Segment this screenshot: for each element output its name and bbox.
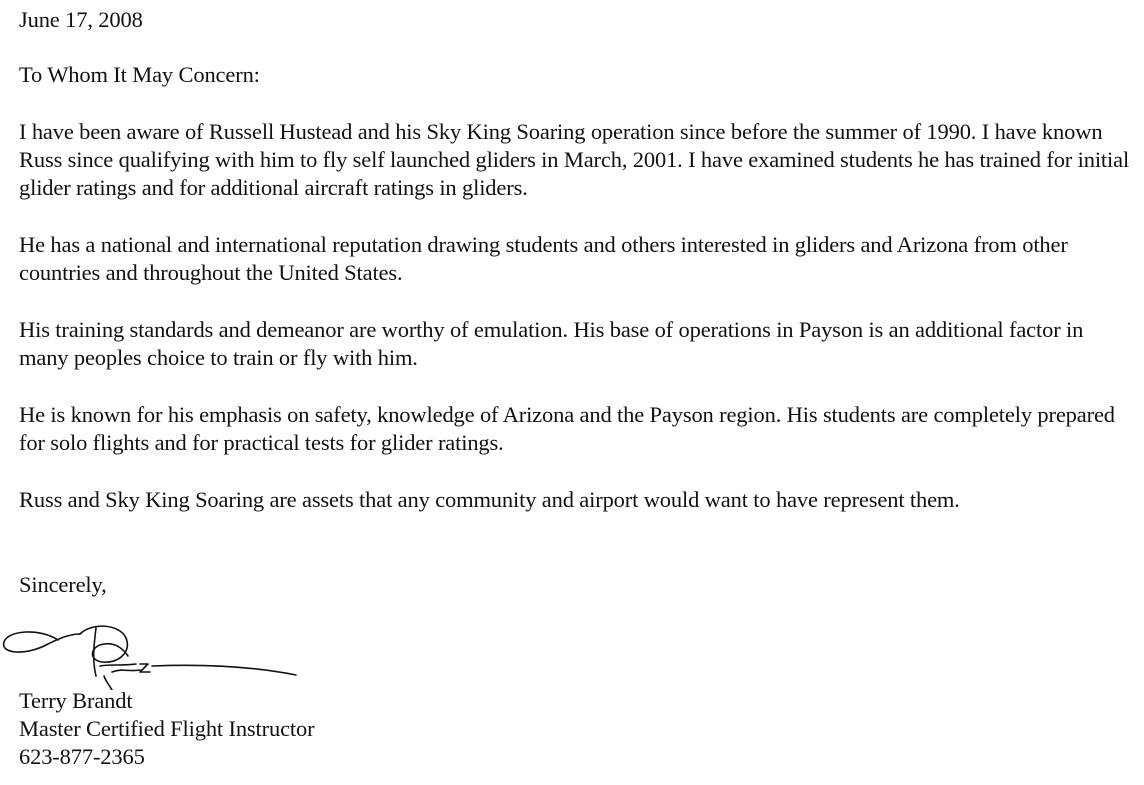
letter-paragraph: Russ and Sky King Soaring are assets that any community and airport would want to have represent them. [19, 487, 960, 512]
signer-title: Master Certified Flight Instructor [19, 716, 315, 741]
letter-paragraph: His training standards and demeanor are worthy of emulation. His base of operations in Payson is an additional factor in many peoples choice to train or fly with him. [19, 317, 1084, 370]
letter-body [19, 6, 1137, 599]
letter-date: June 17, 2008 [19, 7, 143, 32]
letter-salutation: To Whom It May Concern: [19, 62, 260, 87]
letter-paragraph: I have been aware of Russell Hustead and his Sky King Soaring operation since before the summer of 1990. I have known Russ since qualifying with him to fly self launched gliders in March, 2001. I have examined students he has trained for initial glider ratings and for additional aircraft ratings in gliders. [19, 119, 1130, 200]
letter-closing: Sincerely, [19, 572, 107, 597]
signer-phone: 623-877-2365 [19, 744, 145, 769]
handwritten-signature [0, 620, 320, 690]
signer-block [19, 687, 314, 771]
letter-paragraph: He is known for his emphasis on safety, knowledge of Arizona and the Payson region. His students are completely prepared for solo flights and for practical tests for glider ratings. [19, 402, 1115, 455]
letter-paragraph: He has a national and international reputation drawing students and others interested in gliders and Arizona from other countries and throughout the United States. [19, 232, 1068, 285]
signer-name: Terry Brandt [19, 688, 133, 713]
